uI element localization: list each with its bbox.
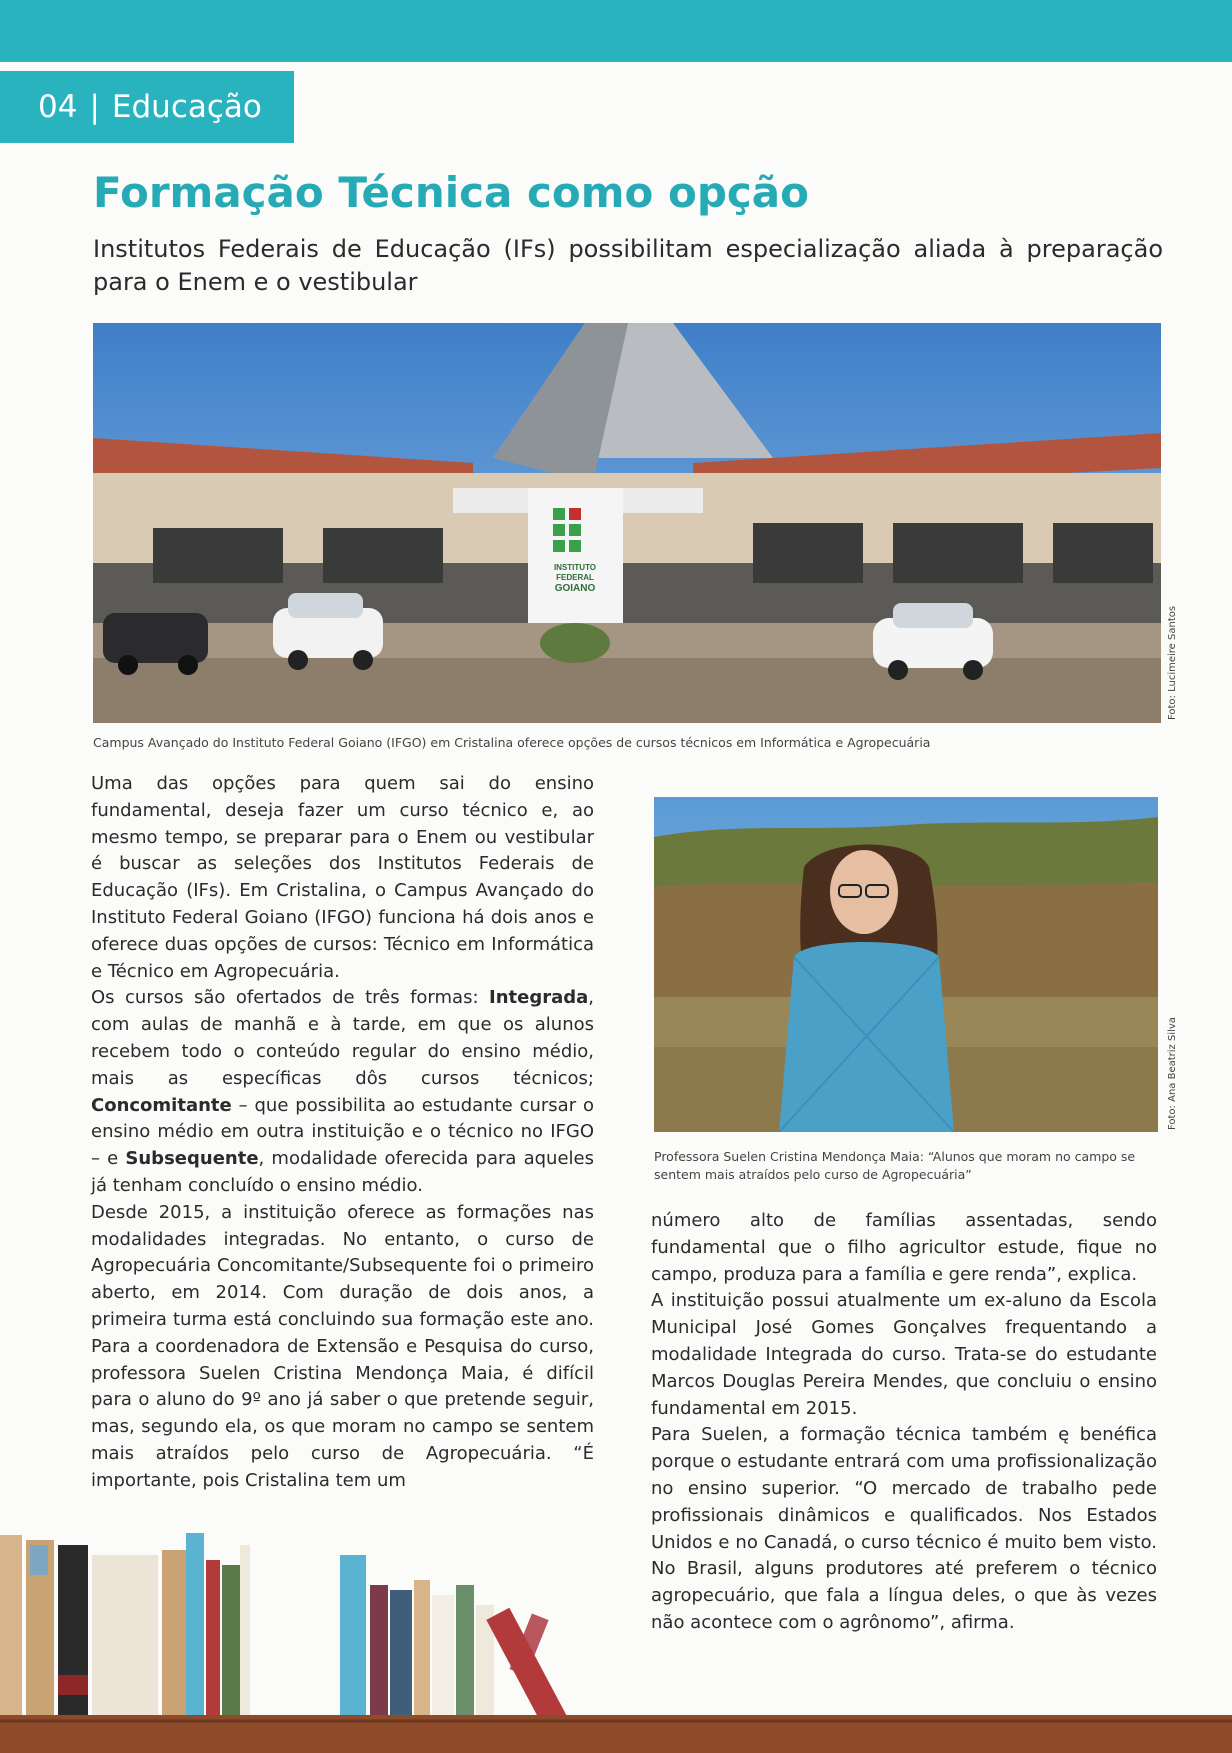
text-span: – que possibilita ao estudante cursar o ensino médio em outra instituição e o técnico no IFGO – e: [91, 1094, 594, 1170]
paragraph: [91, 985, 594, 1199]
article-title: Formação Técnica como opção: [93, 168, 809, 217]
paragraph: Desde 2015, a instituição oferece as formações nas modalidades integradas. No entanto, o curso de Agropecuária Concomitante/Subsequente foi o primeiro aberto, em 2014. Com duração de dois anos, a primeira turma está concluindo sua formação este ano. Para a coordenadora de Extensão e Pesquisa do curso, professora Suelen Cristina Mendonça Maia, é difícil para o aluno do 9º ano já saber o que pretende seguir, mas, segundo ela, os que moram no campo se sentem mais atraídos pelo curso de Agropecuária. “É importante, pois Cristalina tem um: [91, 1201, 594, 1491]
bookshelf-illustration: [0, 1525, 1232, 1753]
teacher-photo: [654, 797, 1158, 1132]
text-span: , com aulas de manhã e à tarde, em que os alunos recebem todo o conteúdo regular do ensino médio, mais as específicas dôs cursos técnicos;: [91, 987, 594, 1089]
main-photo-credit: Foto: Lucimeire Santos: [1167, 605, 1178, 720]
text-span: , modalidade oferecida para aqueles já tenham concluído o ensino médio.: [91, 1148, 594, 1196]
bold-term: Concomitante: [91, 1094, 232, 1116]
main-photo-caption: Campus Avançado do Instituto Federal Goiano (IFGO) em Cristalina oferece opções de cursos técnicos em Informática e Agropecuária: [93, 735, 931, 750]
body-left-column: [91, 771, 594, 1495]
paragraph: Uma das opções para quem sai do ensino fundamental, deseja fazer um curso técnico e, ao mesmo tempo, se preparar para o Enem ou vestibular é buscar as seleções dos Institutos Federais de Educação (IFs). Em Cristalina, o Campus Avançado do Instituto Federal Goiano (IFGO) funciona há dois anos e oferece duas opções de cursos: Técnico em Informática e Técnico em Agropecuária.: [91, 773, 594, 982]
section-separator: |: [89, 89, 100, 125]
paragraph: A instituição possui atualmente um ex-aluno da Escola Municipal José Gomes Gonçalves frequentando a modalidade Integrada do curso. Trata-se do estudante Marcos Douglas Pereira Mendes, que concluiu o ensino fundamental em 2015.: [651, 1290, 1157, 1419]
sign-text-3: GOIANO: [554, 583, 596, 594]
section-name: Educação: [111, 89, 262, 125]
article-subtitle: Institutos Federais de Educação (IFs) possibilitam especialização aliada à preparação para o Enem e o vestibular: [93, 235, 1163, 296]
paragraph: Para Suelen, a formação técnica também ę benéfica porque o estudante entrará com uma profissionalização no ensino superior. “O mercado de trabalho pede profissionais dinâmicos e qualificados. Nos Estados Unidos e no Canadá, o curso técnico é muito bem visto. No Brasil, alguns produtores até preferem o técnico agropecuário, que fala a língua deles, o que às vezes não acontece com o agrônomo”, afirma.: [651, 1424, 1157, 1633]
teacher-photo-caption: Professora Suelen Cristina Mendonça Maia: “Alunos que moram no campo se sentem mais atraídos pelo curso de Agropecuária”: [654, 1149, 1136, 1182]
sign-text-2: FEDERAL: [556, 573, 594, 582]
section-tab: [0, 71, 294, 143]
top-color-bar: [0, 0, 1232, 62]
text-span: Os cursos são ofertados de três formas:: [91, 987, 489, 1009]
campus-photo: [93, 323, 1161, 723]
bold-term: Subsequente: [125, 1148, 259, 1170]
paragraph: número alto de famílias assentadas, sendo fundamental que o filho agricultor estude, fique no campo, produza para a família e gere renda”, explica.: [651, 1210, 1157, 1285]
sign-text-1: INSTITUTO: [553, 563, 597, 572]
bold-term: Integrada: [489, 987, 589, 1009]
teacher-photo-credit: Foto: Ana Beatriz Silva: [1167, 1017, 1178, 1130]
page-number: 04: [38, 89, 78, 125]
